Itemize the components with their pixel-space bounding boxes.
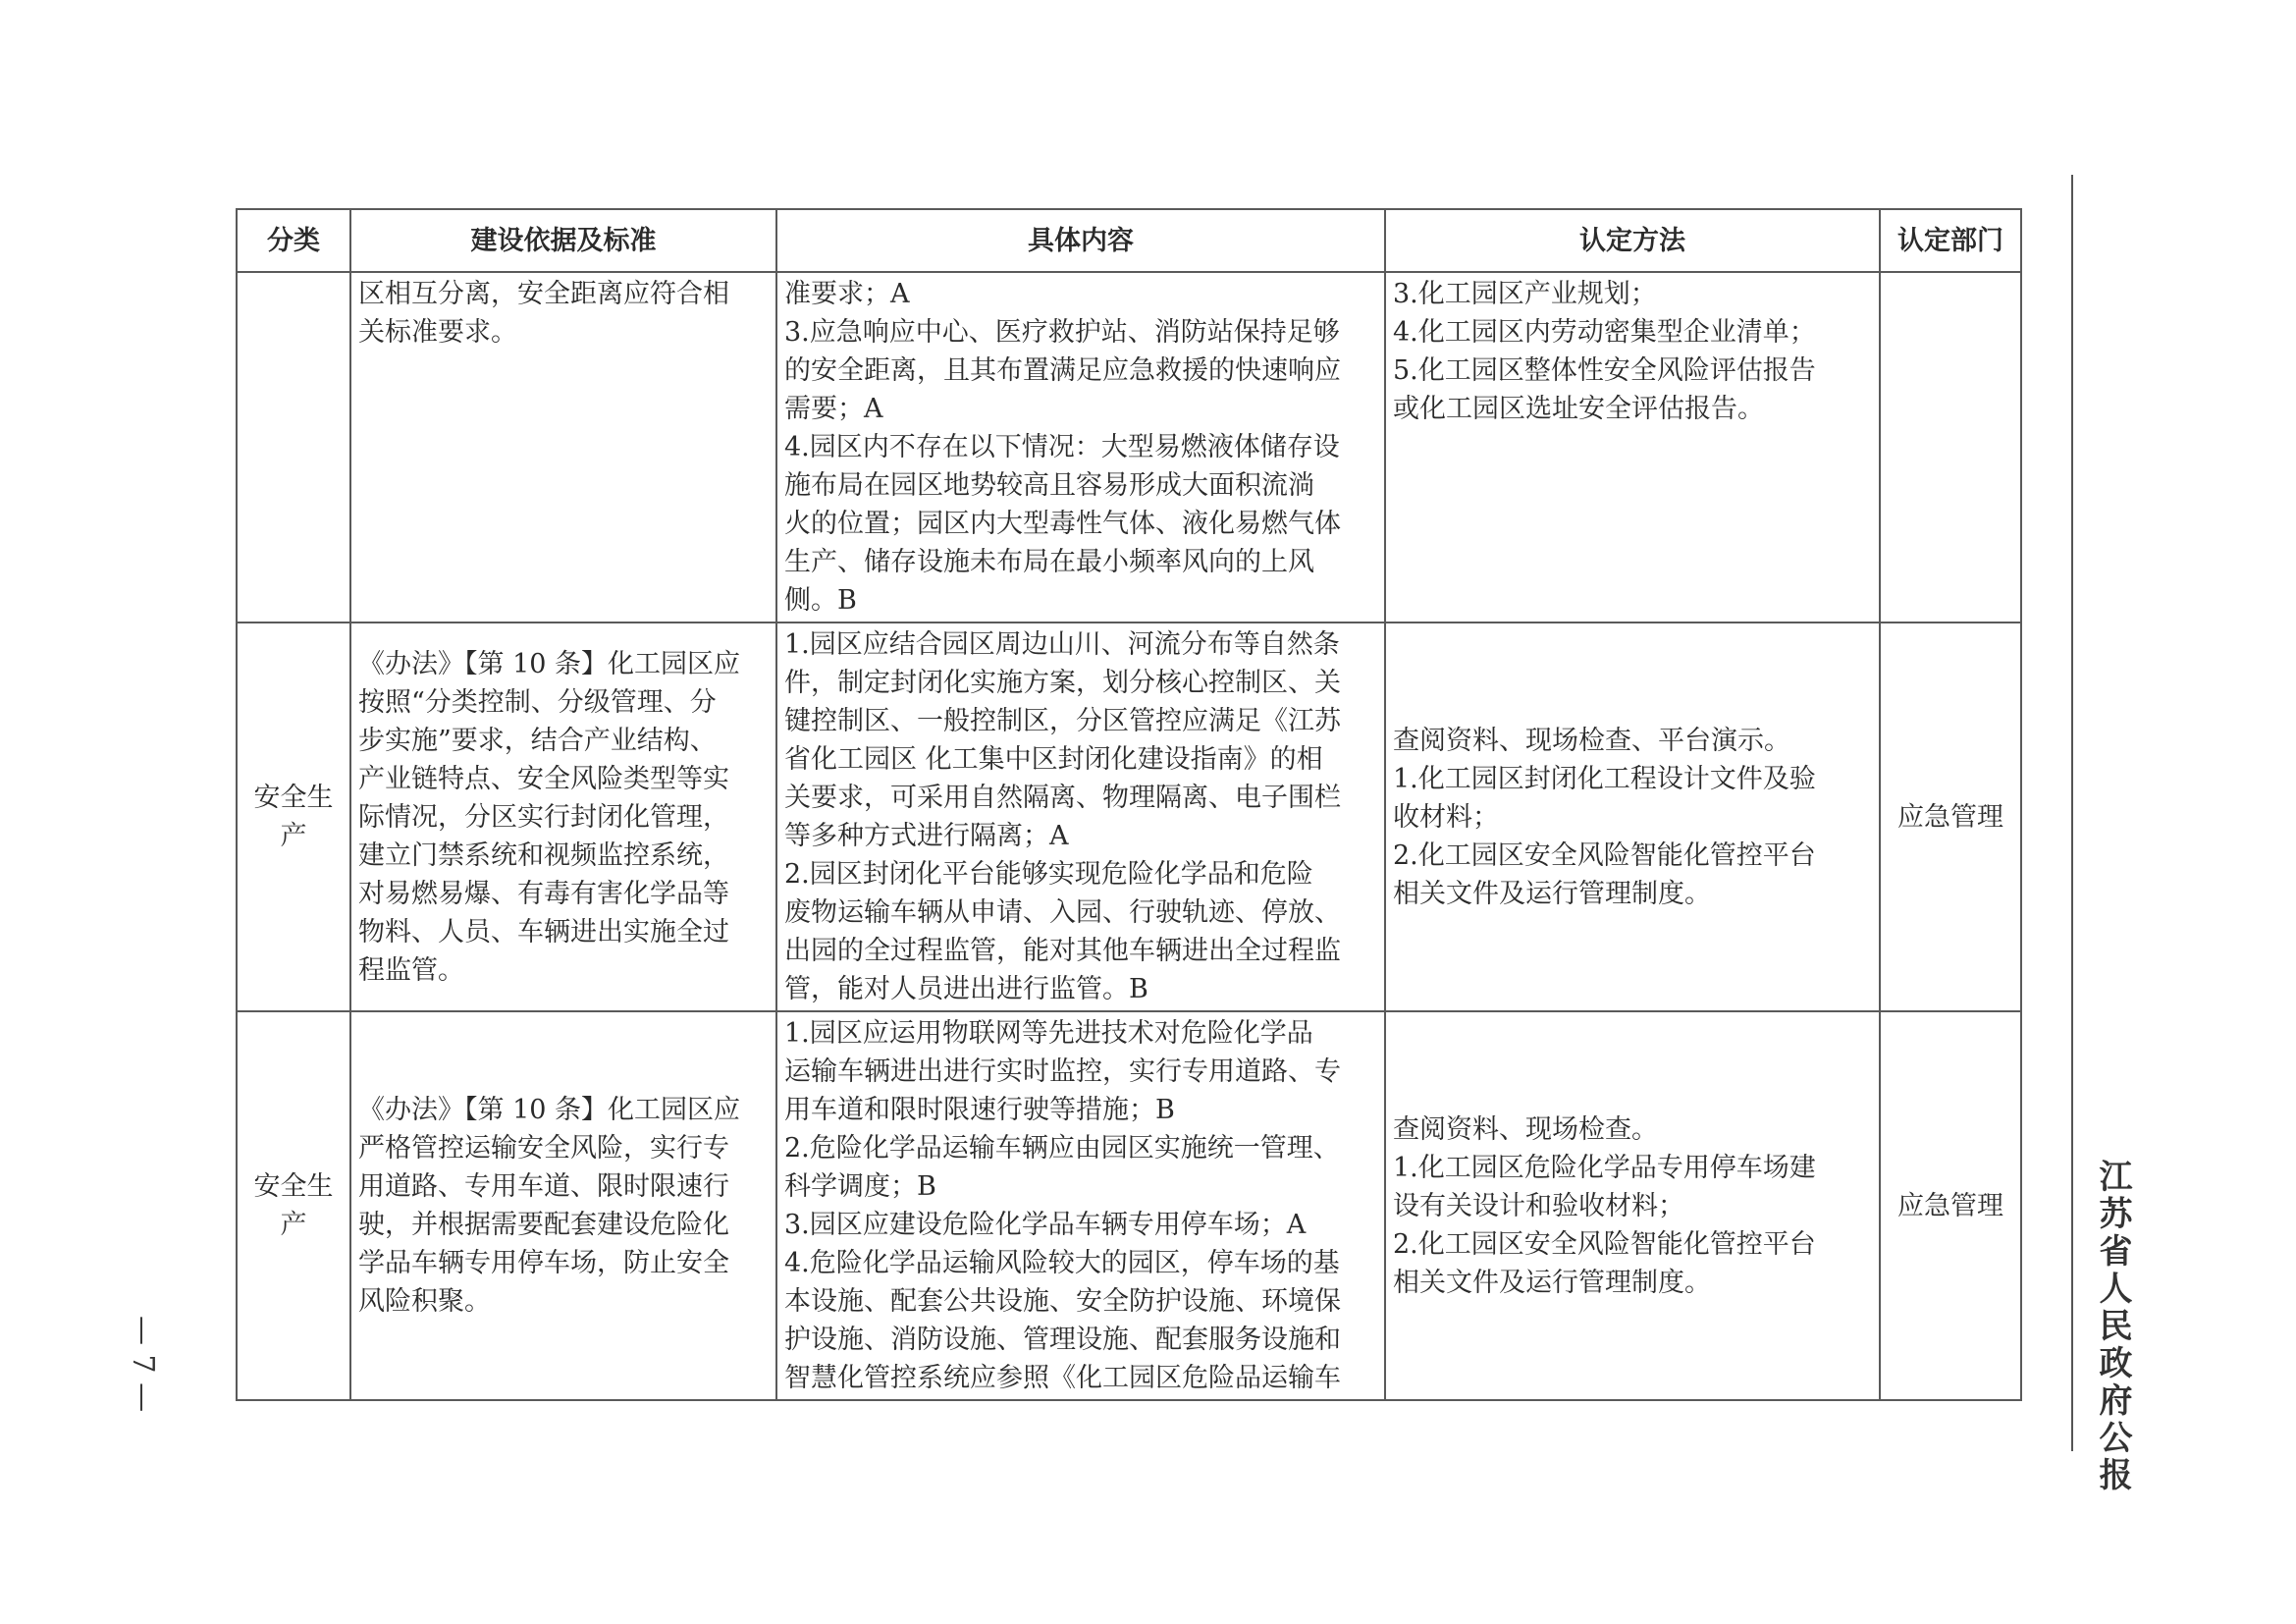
method-cell: 3.化工园区产业规划； 4.化工园区内劳动密集型企业清单； 5.化工园区整体性安全风险评估报告 或化工园区选址安全评估报告。 — [1385, 272, 1880, 623]
table-row — [237, 623, 2021, 1011]
content-cell: 1.园区应运用物联网等先进技术对危险化学品 运输车辆进出进行实时监控，实行专用道路、专 用车道和限时限速行驶等措施；B 2.危险化学品运输车辆应由园区实施统一管理、 科学调度；B 3.园区应建设危险化学品车辆专用停车场；A 4.危险化学品运输风险较大的园区，停车场的基 本设施、配套公共设施、安全防护设施、环境保 护设施、消防设施、管理设施、配套服务设施和 智慧化管控系统应参照《化工园区危险品运输车 — [776, 1011, 1385, 1400]
table-row — [237, 272, 2021, 623]
method-cell: 查阅资料、现场检查。 1.化工园区危险化学品专用停车场建 设有关设计和验收材料； 2.化工园区安全风险智能化管控平台 相关文件及运行管理制度。 — [1385, 1011, 1880, 1400]
dept-cell — [1880, 272, 2021, 623]
content-cell: 准要求；A 3.应急响应中心、医疗救护站、消防站保持足够 的安全距离，且其布置满足应急救援的快速响应 需要；A 4.园区内不存在以下情况：大型易燃液体储存设 施布局在园区地势较高且容易形成大面积流淌 火的位置；园区内大型毒性气体、液化易燃气体 生产、储存设施未布局在最小频率风向的上风 侧。B — [776, 272, 1385, 623]
category-cell: 安全生产 — [237, 623, 350, 1011]
method-cell: 查阅资料、现场检查、平台演示。 1.化工园区封闭化工程设计文件及验 收材料； 2.化工园区安全风险智能化管控平台 相关文件及运行管理制度。 — [1385, 623, 1880, 1011]
header-content: 具体内容 — [776, 209, 1385, 272]
content-cell: 1.园区应结合园区周边山川、河流分布等自然条 件，制定封闭化实施方案，划分核心控制区、关 键控制区、一般控制区，分区管控应满足《江苏 省化工园区 化工集中区封闭化建设指南》的相 关要求，可采用自然隔离、物理隔离、电子围栏 等多种方式进行隔离；A 2.园区封闭化平台能够实现危险化学品和危险 废物运输车辆从申请、入园、行驶轨迹、停放、 出园的全过程监管，能对其他车辆进出全过程监 管，能对人员进出进行监管。B — [776, 623, 1385, 1011]
table-header-row — [237, 209, 2021, 272]
journal-title: 江苏省人民政府公报 — [2093, 1159, 2132, 1494]
category-cell — [237, 272, 350, 623]
header-basis: 建设依据及标准 — [350, 209, 776, 272]
page-number: — 7 — — [126, 1316, 160, 1413]
header-dept: 认定部门 — [1880, 209, 2021, 272]
dept-cell: 应急管理 — [1880, 1011, 2021, 1400]
category-cell: 安全生产 — [237, 1011, 350, 1400]
standards-table — [236, 208, 2022, 1401]
header-category: 分类 — [237, 209, 350, 272]
basis-cell: 区相互分离，安全距离应符合相 关标准要求。 — [350, 272, 776, 623]
sidebar-divider — [2071, 175, 2073, 1451]
basis-cell: 《办法》【第 10 条】化工园区应 按照“分类控制、分级管理、分 步实施”要求，结合产业结构、 产业链特点、安全风险类型等实 际情况，分区实行封闭化管理， 建立门禁系统和视频监控系统， 对易燃易爆、有毒有害化学品等 物料、人员、车辆进出实施全过 程监管。 — [350, 623, 776, 1011]
basis-cell: 《办法》【第 10 条】化工园区应 严格管控运输安全风险，实行专 用道路、专用车道、限时限速行 驶，并根据需要配套建设危险化 学品车辆专用停车场，防止安全 风险积聚。 — [350, 1011, 776, 1400]
dept-cell: 应急管理 — [1880, 623, 2021, 1011]
header-method: 认定方法 — [1385, 209, 1880, 272]
table-row — [237, 1011, 2021, 1400]
